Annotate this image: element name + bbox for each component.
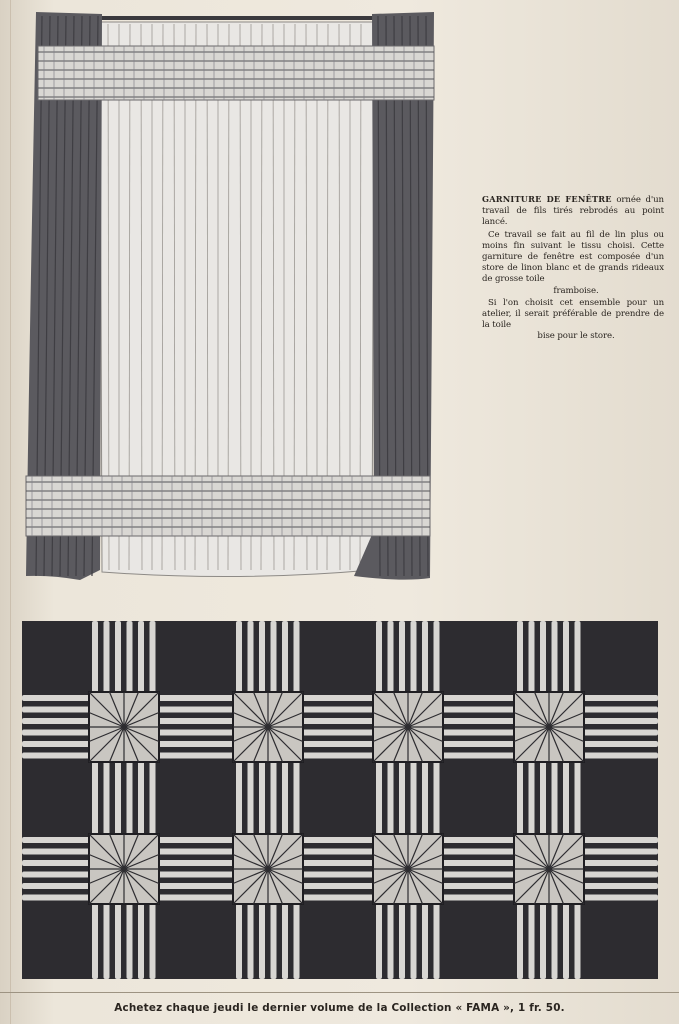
star-center bbox=[121, 866, 127, 872]
caption-line2-end: framboise. bbox=[553, 285, 599, 296]
curtain-drawing bbox=[22, 10, 436, 585]
page-fold-edge bbox=[10, 0, 11, 1024]
vertical-thread bbox=[411, 621, 417, 979]
vertical-thread bbox=[294, 621, 300, 979]
curtain-rod bbox=[62, 16, 402, 20]
vertical-thread bbox=[552, 621, 558, 979]
vertical-thread bbox=[540, 621, 546, 979]
vertical-thread bbox=[563, 621, 569, 979]
star-center bbox=[121, 724, 127, 730]
embroidery-panel bbox=[22, 621, 658, 979]
star-center bbox=[265, 724, 271, 730]
vertical-thread bbox=[104, 621, 110, 979]
caption-lead: GARNITURE DE FENÊTRE bbox=[482, 194, 612, 204]
star-center bbox=[265, 866, 271, 872]
caption-paragraph-1 bbox=[482, 194, 664, 229]
vertical-thread bbox=[150, 621, 156, 979]
vertical-thread bbox=[517, 621, 523, 979]
vertical-thread bbox=[236, 621, 242, 979]
footer-rule bbox=[0, 992, 679, 993]
vertical-thread bbox=[434, 621, 440, 979]
star-center bbox=[546, 724, 552, 730]
top-embroidered-band bbox=[38, 46, 434, 100]
vertical-thread bbox=[376, 621, 382, 979]
vertical-thread bbox=[529, 621, 535, 979]
caption-paragraph-2 bbox=[482, 230, 664, 297]
caption-line3-end: bise pour le store. bbox=[537, 331, 615, 342]
curtain-illustration bbox=[22, 10, 436, 585]
vertical-thread bbox=[138, 621, 144, 979]
star-center bbox=[405, 866, 411, 872]
vertical-thread bbox=[388, 621, 394, 979]
vertical-thread bbox=[248, 621, 254, 979]
caption-line2: Ce travail se fait au fil de lin plus ou moins fin suivant le tissu choisi. Cette garniture de fenêtre est composée d'un store de linon blanc et de grands rideaux de grosse toile bbox=[482, 229, 664, 285]
vertical-thread bbox=[282, 621, 288, 979]
vertical-thread bbox=[127, 621, 133, 979]
figure-caption bbox=[482, 194, 664, 343]
embroidery-drawing bbox=[22, 621, 658, 979]
vertical-thread bbox=[92, 621, 98, 979]
caption-line3: Si l'on choisit cet ensemble pour un atelier, il serait préférable de prendre de la toile bbox=[482, 297, 664, 331]
caption-line1: ornée d'un travail de fils tirés rebrodés au point lancé. bbox=[482, 195, 664, 228]
footer-advert: Achetez chaque jeudi le dernier volume de la Collection « FAMA », 1 fr. 50. bbox=[114, 1002, 565, 1014]
vertical-thread bbox=[399, 621, 405, 979]
star-center bbox=[405, 724, 411, 730]
vertical-thread bbox=[422, 621, 428, 979]
vertical-thread bbox=[575, 621, 581, 979]
star-center bbox=[546, 866, 552, 872]
caption-paragraph-3 bbox=[482, 298, 664, 343]
vertical-thread bbox=[259, 621, 265, 979]
vertical-thread bbox=[271, 621, 277, 979]
vertical-thread bbox=[115, 621, 121, 979]
